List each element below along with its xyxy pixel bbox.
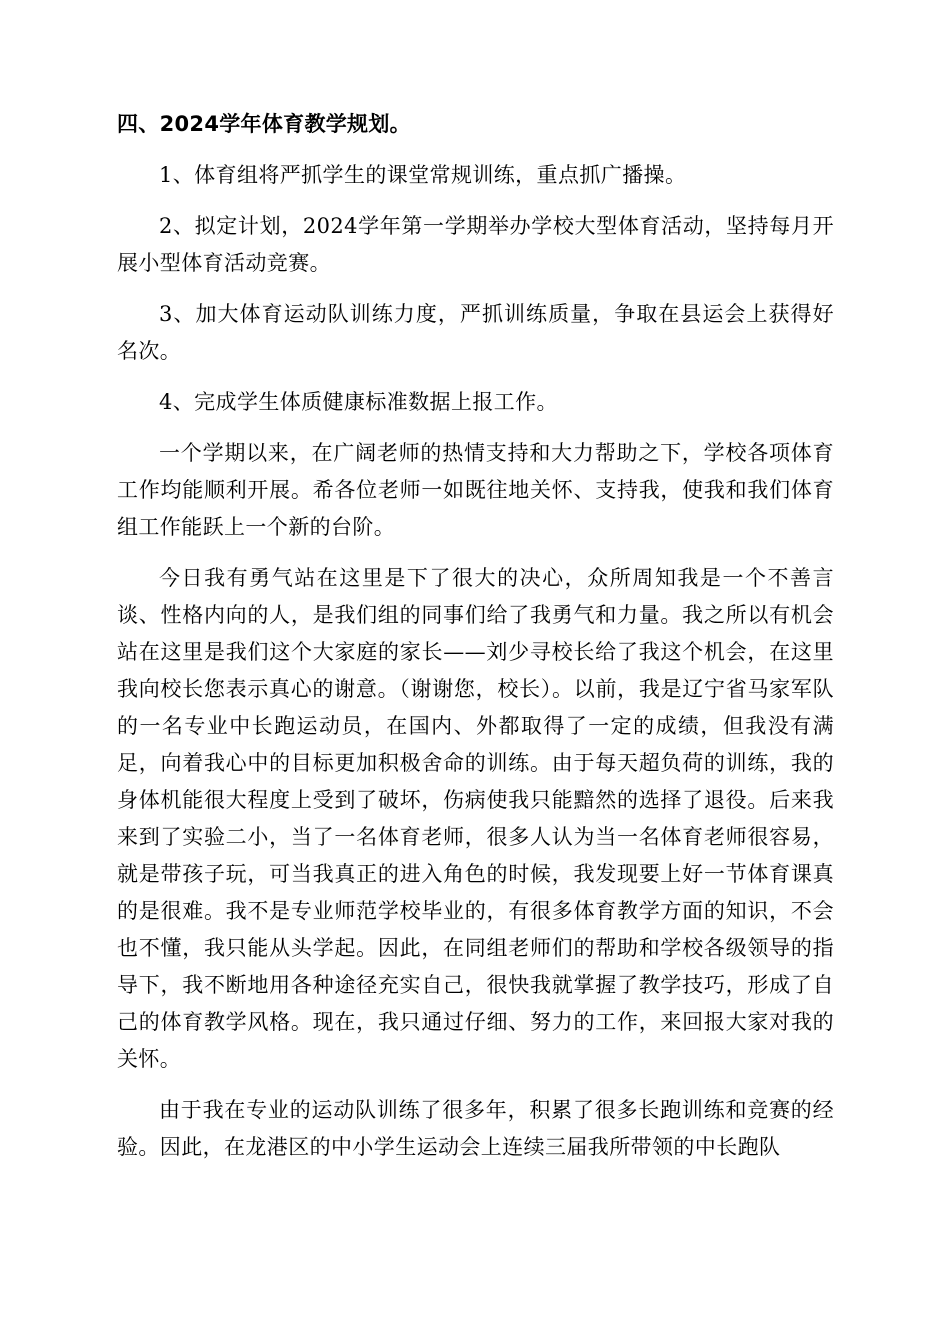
- section-heading: 四、2024学年体育教学规划。: [117, 112, 411, 136]
- paragraph-experience: 由于我在专业的运动队训练了很多年，积累了很多长跑训练和竞赛的经验。因此，在龙港区的中小学生运动会上连续三届我所带领的中长跑队: [117, 1098, 834, 1159]
- paragraph-summary: 一个学期以来，在广阔老师的热情支持和大力帮助之下，学校各项体育工作均能顺利开展。希各位老师一如既往地关怀、支持我，使我和我们体育组工作能跃上一个新的台阶。: [117, 441, 834, 539]
- paragraph-personal-story: 今日我有勇气站在这里是下了很大的决心，众所周知我是一个不善言谈、性格内向的人，是我们组的同事们给了我勇气和力量。我之所以有机会站在这里是我们这个大家庭的家长——刘少寻校长给了我这个机会，在这里我向校长您表示真心的谢意。（谢谢您，校长）。以前，我是辽宁省马家军队的一名专业中长跑运动员，在国内、外都取得了一定的成绩，但我没有满足，向着我心中的目标更加积极舍命的训练。由于每天超负荷的训练，我的身体机能很大程度上受到了破坏，伤病使我只能黯然的选择了退役。后来我来到了实验二小，当了一名体育老师，很多人认为当一名体育老师很容易，就是带孩子玩，可当我真正的进入角色的时候，我发现要上好一节体育课真的是很难。我不是专业师范学校毕业的，有很多体育教学方面的知识，不会也不懂，我只能从头学起。因此，在同组老师们的帮助和学校各级领导的指导下，我不断地用各种途径充实自己，很快我就掌握了教学技巧，形成了自己的体育教学风格。现在，我只通过仔细、努力的工作，来回报大家对我的关怀。: [117, 566, 834, 1071]
- paragraph-plan-2: 2、拟定计划，2024学年第一学期举办学校大型体育活动，坚持每月开展小型体育活动竞赛。: [117, 214, 834, 275]
- paragraph-plan-1: 1、体育组将严抓学生的课堂常规训练，重点抓广播操。: [159, 163, 687, 187]
- paragraph-plan-3: 3、加大体育运动队训练力度，严抓训练质量，争取在县运会上获得好名次。: [117, 302, 834, 363]
- paragraph-plan-4: 4、完成学生体质健康标准数据上报工作。: [159, 390, 558, 414]
- document-page: [117, 106, 834, 1180]
